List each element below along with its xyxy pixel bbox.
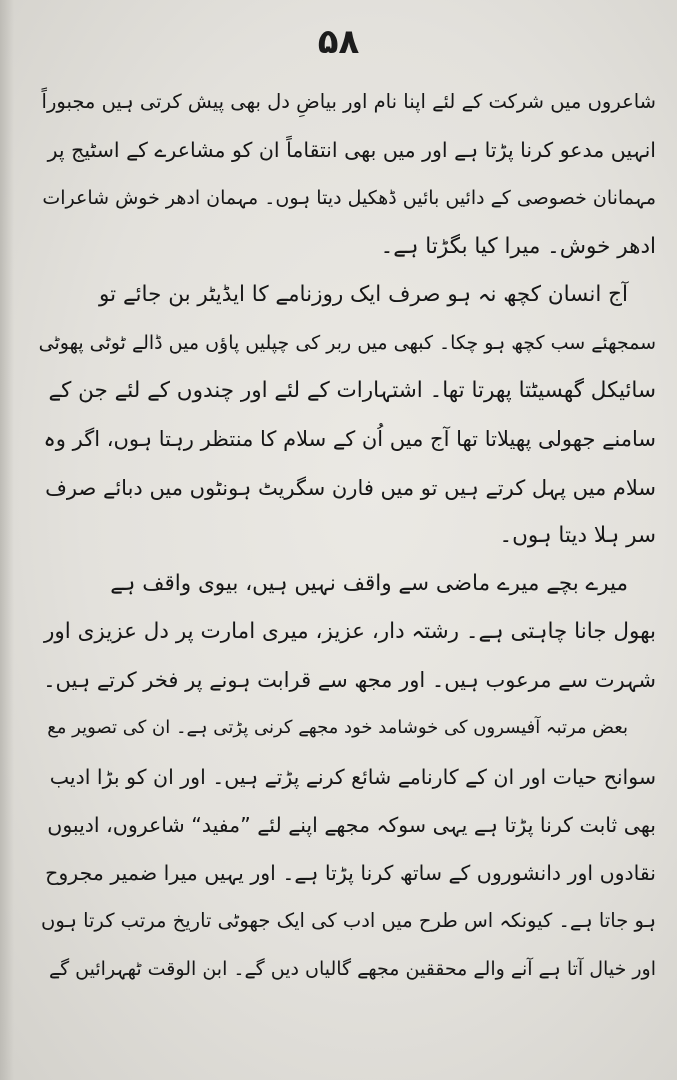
text-line-18: ہو جاتا ہے۔ کیونکہ اس طرح میں ادب کی ایک جھوٹی تاریخ مرتب کرتا ہوں (41, 909, 656, 933)
text-line-16: بھی ثابت کرنا پڑتا ہے یہی سوکہ مجھے اپنے لئے ”مفید“ شاعروں، ادیبوں (47, 812, 656, 837)
text-line-4: ادھر خوش۔ میرا کیا بگڑتا ہے۔ (380, 233, 656, 259)
body-text (38, 78, 656, 994)
page-edge-shadow (0, 0, 14, 1080)
text-line-3: مہمانان خصوصی کے دائیں بائیں ڈھکیل دیتا ہوں۔ مہمان ادھر خوش شاعرات (42, 187, 656, 210)
text-line-8: سامنے جھولی پھیلاتا تھا آج میں اُن کے سلام کا منتظر رہتا ہوں، اگر وہ (43, 427, 656, 452)
text-line-17: نقادوں اور دانشوروں کے ساتھ کرنا پڑتا ہے۔ اور یہیں میرا ضمیر مجروح (45, 861, 656, 885)
text-line-13: شہرت سے مرعوب ہیں۔ اور مجھ سے قرابت ہونے پر فخر کرتے ہیں۔ (43, 668, 656, 693)
text-line-7: سائیکل گھسیٹتا پھرتا تھا۔ اشتہارات کے لئے اور چندوں کے لئے جن کے (48, 378, 656, 404)
text-line-14: بعض مرتبہ آفیسروں کی خوشامد خود مجھے کرنی پڑتی ہے۔ ان کی تصویر مع (47, 717, 628, 739)
page-number: ۵۸ (317, 22, 360, 62)
text-line-6: سمجھئے سب کچھ ہو چکا۔ کبھی میں ربر کی چپلیں پاؤں میں ڈالے ٹوٹی پھوٹی (38, 331, 656, 354)
text-line-9: سلام میں پہل کرتے ہیں تو میں فارن سگریٹ ہونٹوں میں دبائے صرف (45, 475, 656, 500)
text-line-10: سر ہلا دیتا ہوں۔ (499, 522, 656, 548)
text-line-15: سوانح حیات اور ان کے کارنامے شائع کرنے پڑتے ہیں۔ اور ان کو بڑا ادیب (49, 764, 656, 789)
text-line-19: اور خیال آتا ہے آنے والے محققین مجھے گالیاں دیں گے۔ ابن الوقت ٹھہرائیں گے (48, 958, 656, 981)
text-line-2: انہیں مدعو کرنا پڑتا ہے اور میں بھی انتقاماً ان کو مشاعرے کے اسٹیج پر (47, 138, 656, 163)
text-line-11: میرے بچے میرے ماضی سے واقف نہیں ہیں، بیوی واقف ہے (110, 570, 628, 596)
text-line-5: آج انسان کچھ نہ ہو صرف ایک روزنامے کا ایڈیٹر بن جائے تو (99, 281, 628, 307)
text-line-1: شاعروں میں شرکت کے لئے اپنا نام اور بیاضِ دل بھی پیش کرتی ہیں مجبوراً (41, 90, 656, 113)
text-line-12: بھول جانا چاہتی ہے۔ رشتہ دار، عزیز، میری امارت پر دل عزیزی اور (44, 619, 656, 645)
